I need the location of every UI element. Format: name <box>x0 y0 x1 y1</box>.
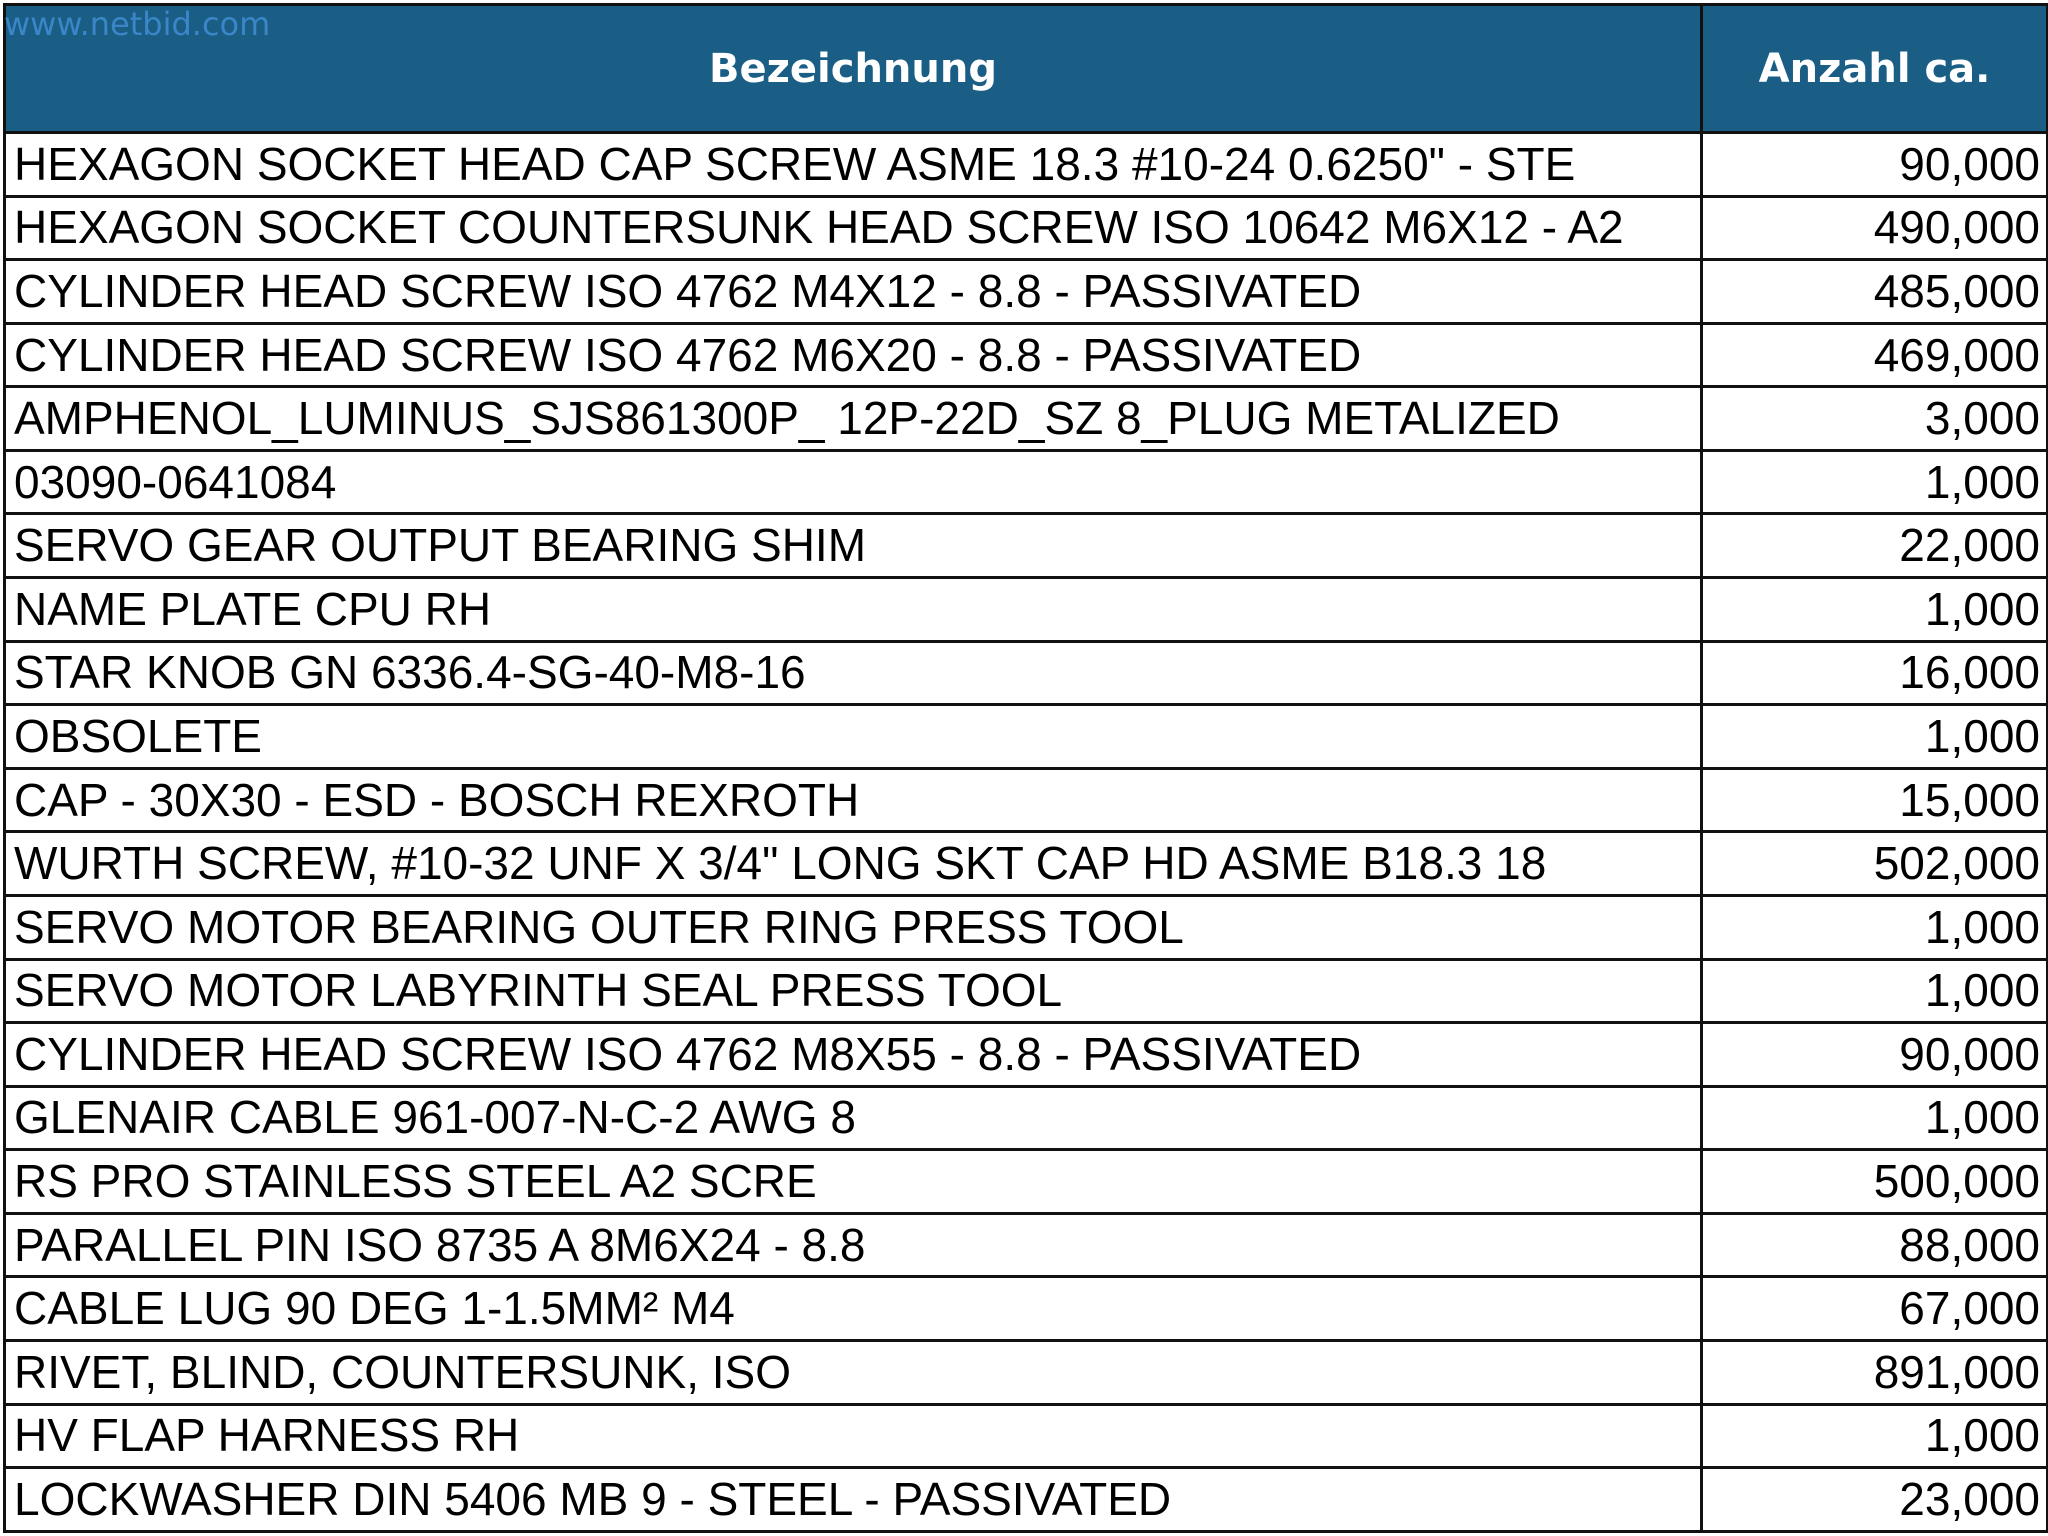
table-row <box>5 832 2048 896</box>
table-row <box>5 196 2048 260</box>
cell-name: SERVO MOTOR LABYRINTH SEAL PRESS TOOL <box>5 959 1702 1023</box>
cell-name: CYLINDER HEAD SCREW ISO 4762 M6X20 - 8.8 - PASSIVATED <box>5 323 1702 387</box>
table-row <box>5 705 2048 769</box>
cell-qty: 1,000 <box>1702 705 2048 769</box>
cell-qty: 1,000 <box>1702 450 2048 514</box>
cell-qty: 485,000 <box>1702 260 2048 324</box>
cell-qty: 1,000 <box>1702 578 2048 642</box>
cell-qty: 90,000 <box>1702 133 2048 197</box>
cell-qty: 22,000 <box>1702 514 2048 578</box>
table-row <box>5 1468 2048 1532</box>
table-row <box>5 323 2048 387</box>
watermark-text: www.netbid.com <box>4 5 271 43</box>
cell-qty: 16,000 <box>1702 641 2048 705</box>
cell-name: AMPHENOL_LUMINUS_SJS861300P_ 12P-22D_SZ 8_PLUG METALIZED <box>5 387 1702 451</box>
table-row <box>5 1340 2048 1404</box>
cell-name: LOCKWASHER DIN 5406 MB 9 - STEEL - PASSIVATED <box>5 1468 1702 1532</box>
table-row <box>5 1086 2048 1150</box>
table-row <box>5 260 2048 324</box>
cell-name: SERVO MOTOR BEARING OUTER RING PRESS TOOL <box>5 895 1702 959</box>
cell-name: HEXAGON SOCKET HEAD CAP SCREW ASME 18.3 #10-24 0.6250" - STE <box>5 133 1702 197</box>
table-row <box>5 1404 2048 1468</box>
cell-qty: 1,000 <box>1702 959 2048 1023</box>
cell-name: WURTH SCREW, #10-32 UNF X 3/4" LONG SKT CAP HD ASME B18.3 18 <box>5 832 1702 896</box>
cell-name: GLENAIR CABLE 961-007-N-C-2 AWG 8 <box>5 1086 1702 1150</box>
cell-name: OBSOLETE <box>5 705 1702 769</box>
cell-qty: 891,000 <box>1702 1340 2048 1404</box>
table-row <box>5 1277 2048 1341</box>
cell-name: STAR KNOB GN 6336.4-SG-40-M8-16 <box>5 641 1702 705</box>
table-row <box>5 1023 2048 1087</box>
cell-qty: 15,000 <box>1702 768 2048 832</box>
cell-name: SERVO GEAR OUTPUT BEARING SHIM <box>5 514 1702 578</box>
cell-name: CABLE LUG 90 DEG 1-1.5MM² M4 <box>5 1277 1702 1341</box>
cell-qty: 23,000 <box>1702 1468 2048 1532</box>
cell-name: HV FLAP HARNESS RH <box>5 1404 1702 1468</box>
cell-qty: 90,000 <box>1702 1023 2048 1087</box>
cell-name: CYLINDER HEAD SCREW ISO 4762 M4X12 - 8.8 - PASSIVATED <box>5 260 1702 324</box>
cell-name: RS PRO STAINLESS STEEL A2 SCRE <box>5 1150 1702 1214</box>
cell-qty: 1,000 <box>1702 1404 2048 1468</box>
cell-name: HEXAGON SOCKET COUNTERSUNK HEAD SCREW ISO 10642 M6X12 - A2 <box>5 196 1702 260</box>
cell-qty: 500,000 <box>1702 1150 2048 1214</box>
table-row <box>5 387 2048 451</box>
cell-name: PARALLEL PIN ISO 8735 A 8M6X24 - 8.8 <box>5 1213 1702 1277</box>
cell-name: CAP - 30X30 - ESD - BOSCH REXROTH <box>5 768 1702 832</box>
table-row <box>5 1213 2048 1277</box>
cell-name: CYLINDER HEAD SCREW ISO 4762 M8X55 - 8.8 - PASSIVATED <box>5 1023 1702 1087</box>
parts-table <box>3 3 2048 1533</box>
table-row <box>5 578 2048 642</box>
table-row <box>5 641 2048 705</box>
cell-qty: 502,000 <box>1702 832 2048 896</box>
cell-name: RIVET, BLIND, COUNTERSUNK, ISO <box>5 1340 1702 1404</box>
table-row <box>5 1150 2048 1214</box>
cell-qty: 67,000 <box>1702 1277 2048 1341</box>
table-row <box>5 895 2048 959</box>
table-row <box>5 768 2048 832</box>
cell-qty: 3,000 <box>1702 387 2048 451</box>
cell-qty: 469,000 <box>1702 323 2048 387</box>
table-row <box>5 959 2048 1023</box>
cell-qty: 88,000 <box>1702 1213 2048 1277</box>
cell-qty: 490,000 <box>1702 196 2048 260</box>
table-header <box>5 5 2048 133</box>
table-row <box>5 514 2048 578</box>
table-row <box>5 450 2048 514</box>
cell-qty: 1,000 <box>1702 895 2048 959</box>
cell-name: NAME PLATE CPU RH <box>5 578 1702 642</box>
cell-qty: 1,000 <box>1702 1086 2048 1150</box>
table-body <box>5 133 2048 1532</box>
column-header-name: Bezeichnung <box>5 5 1702 133</box>
table-row <box>5 133 2048 197</box>
header-row <box>5 5 2048 133</box>
column-header-qty: Anzahl ca. <box>1702 5 2048 133</box>
cell-name: 03090-0641084 <box>5 450 1702 514</box>
